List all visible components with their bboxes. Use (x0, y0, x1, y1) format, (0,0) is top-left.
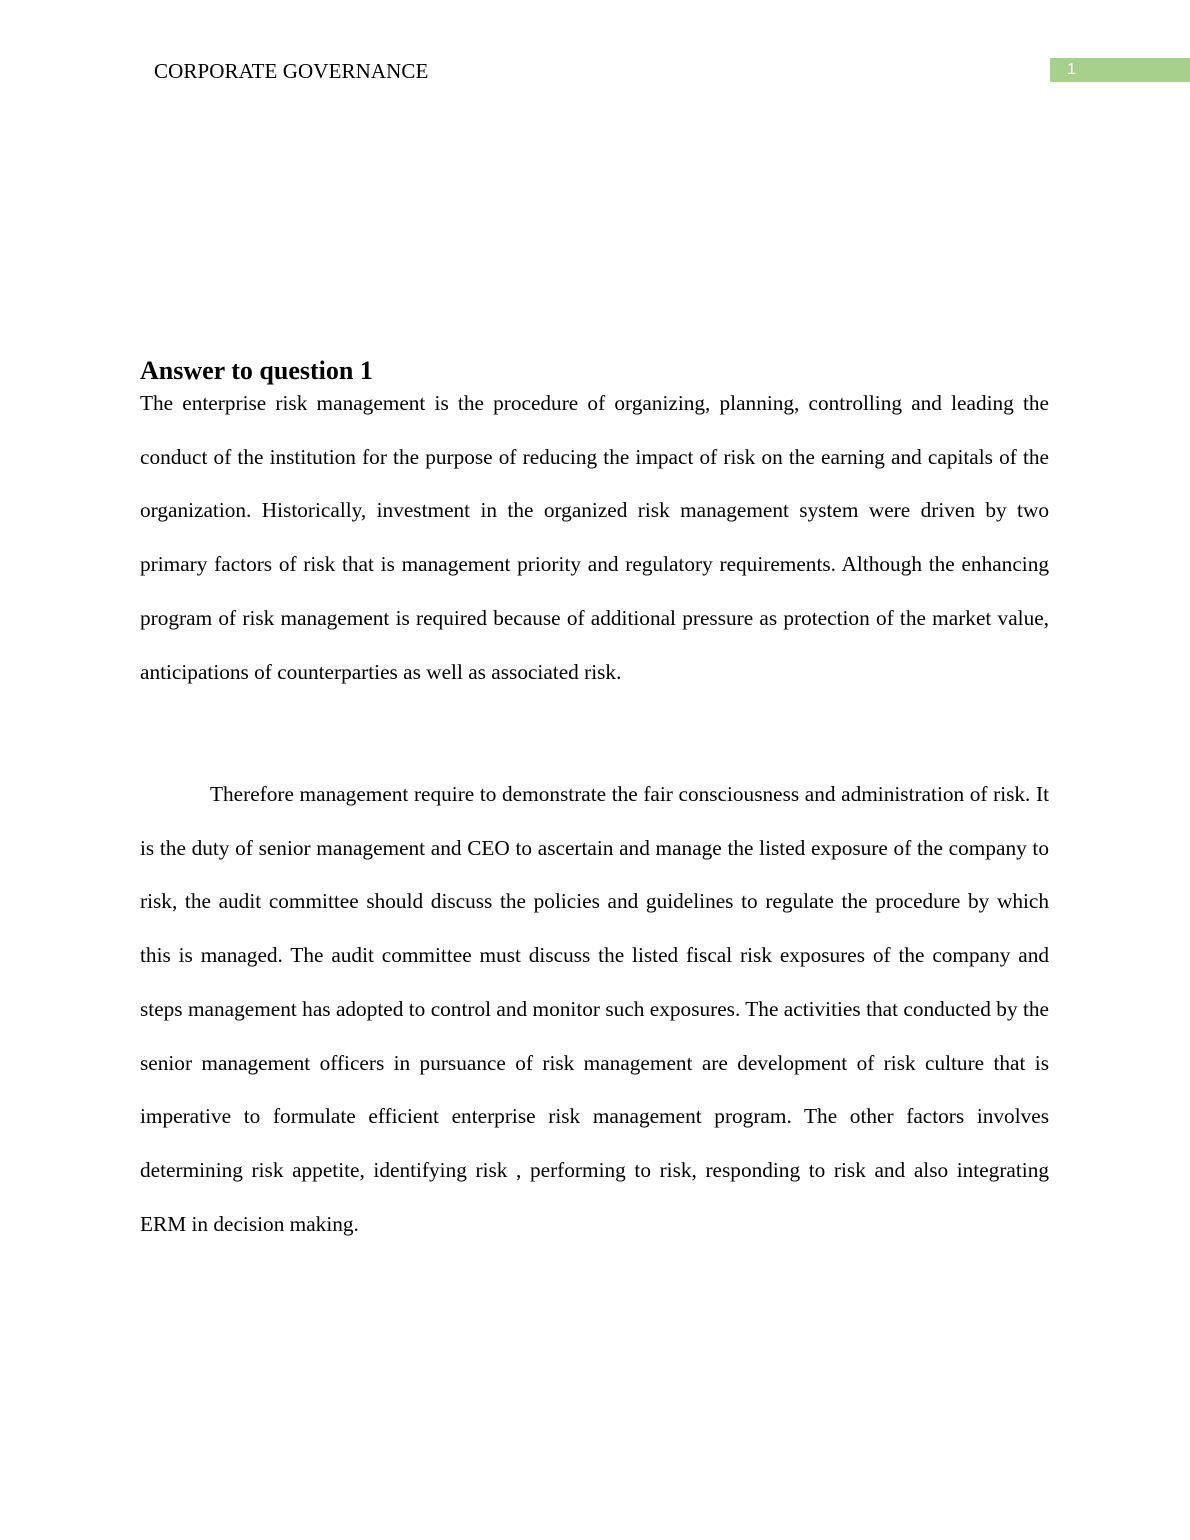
body-paragraph-1: The enterprise risk management is the procedure of organizing, planning, controlling and leading the conduct of the institution for the purpose of reducing the impact of risk on the earning and capitals of the organization. Historically, investment in the organized risk management system were driven by two primary factors of risk that is management priority and regulatory requirements. Although the enhancing program of risk management is required because of additional pressure as protection of the market value, anticipations of counterparties as well as associated risk. (140, 391, 1049, 684)
running-header-title: CORPORATE GOVERNANCE (154, 59, 429, 83)
page-number-badge (1050, 58, 1190, 82)
page-number: 1 (1067, 61, 1076, 78)
section-heading: Answer to question 1 (140, 356, 373, 385)
body-paragraph-2: Therefore management require to demonstrate the fair consciousness and administration of risk. It is the duty of senior management and CEO to ascertain and manage the listed exposure of the company to risk, the audit committee should discuss the policies and guidelines to regulate the procedure by which this is managed. The audit committee must discuss the listed fiscal risk exposures of the company and steps management has adopted to control and monitor such exposures. The activities that conducted by the senior management officers in pursuance of risk management are development of risk culture that is imperative to formulate efficient enterprise risk management program. The other factors involves determining risk appetite, identifying risk , performing to risk, responding to risk and also integrating ERM in decision making. (140, 782, 1049, 1236)
